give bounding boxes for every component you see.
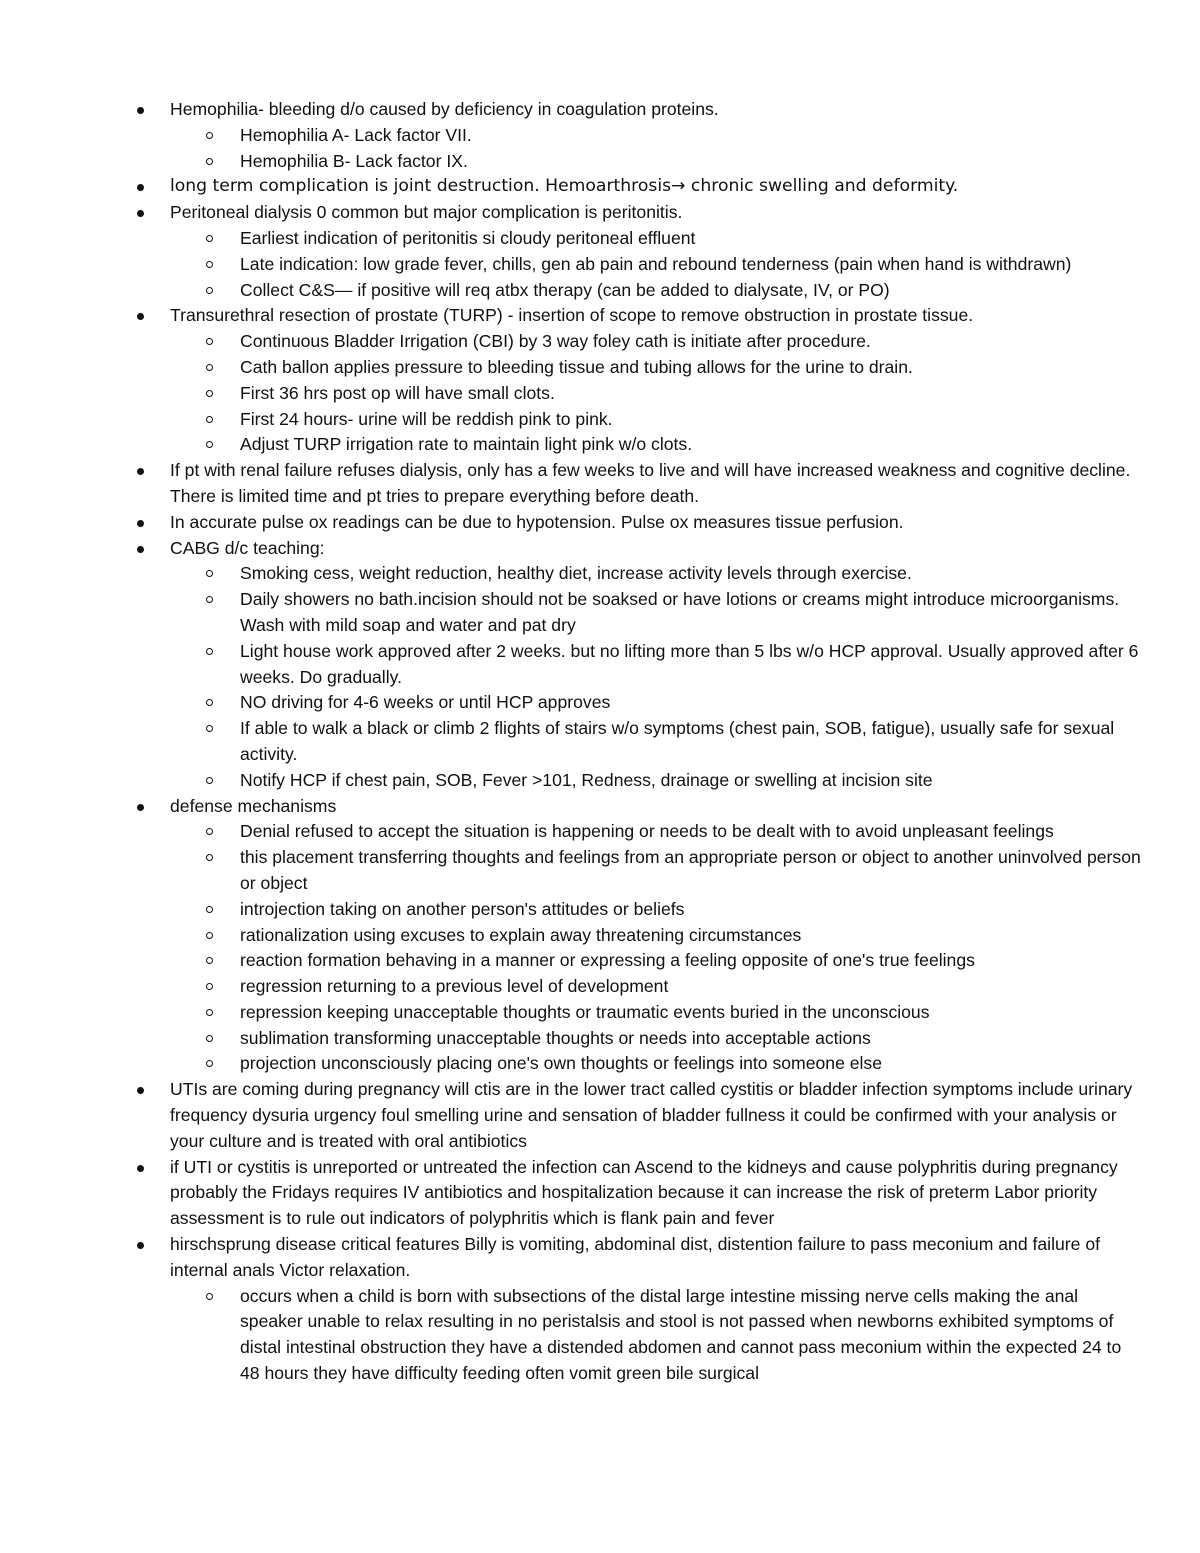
list-item-text: Smoking cess, weight reduction, healthy diet, increase activity levels through exercise. [240,563,912,584]
sub-list-item [0,1051,1200,1077]
list-item-text: Cath ballon applies pressure to bleeding tissue and tubing allows for the urine to drain. [240,356,913,377]
sub-list-item [0,329,1200,355]
sub-list-item [0,355,1200,381]
filled-bullet-icon [137,520,144,527]
sub-list-item [0,974,1200,1000]
sub-list-item [0,149,1200,175]
sub-list-item [0,1000,1200,1026]
list-item-text: if UTI or cystitis is unreported or untreated the infection can Ascend to the kidneys and cause polyphritis during pregnancy probably the Fridays requires IV antibiotics and hospitalization because it can increase the risk of preterm Labor priority assessment is to rule out indicators of polyphritis which is flank pain and fever [170,1156,1118,1229]
hollow-bullet-icon [206,132,213,139]
filled-bullet-icon [137,184,144,191]
list-item [0,1232,1200,1284]
filled-bullet-icon [137,804,144,811]
list-item [0,1077,1200,1154]
list-item-text: First 24 hours- urine will be reddish pink to pink. [240,408,613,429]
sub-list-item [0,226,1200,252]
sub-list-item [0,897,1200,923]
list-item-text: Collect C&S— if positive will req atbx therapy (can be added to dialysate, IV, or PO) [240,279,890,300]
list-item-text: In accurate pulse ox readings can be due to hypotension. Pulse ox measures tissue perfusion. [170,511,904,532]
sub-list-item [0,923,1200,949]
list-item-text: Adjust TURP irrigation rate to maintain light pink w/o clots. [240,434,693,455]
list-item-text: reaction formation behaving in a manner or expressing a feeling opposite of one's true feelings [240,950,975,971]
list-item-text: Daily showers no bath.incision should not be soaksed or have lotions or creams might introduce microorganisms. Wash with mild soap and water and pat dry [240,589,1120,635]
filled-bullet-icon [137,546,144,553]
sub-list-item [0,252,1200,278]
hollow-bullet-icon [206,596,213,603]
sub-list-item [0,381,1200,407]
filled-bullet-icon [137,1087,144,1094]
sub-list-item [0,123,1200,149]
hollow-bullet-icon [206,983,213,990]
hollow-bullet-icon [206,1035,213,1042]
list-item-text: repression keeping unacceptable thoughts or traumatic events buried in the unconscious [240,1001,930,1022]
list-item-text: Continuous Bladder Irrigation (CBI) by 3 way foley cath is initiate after procedure. [240,331,871,352]
list-item-text: regression returning to a previous level of development [240,976,669,997]
hollow-bullet-icon [206,416,213,423]
hollow-bullet-icon [206,906,213,913]
sub-list-item [0,690,1200,716]
hollow-bullet-icon [206,777,213,784]
filled-bullet-icon [137,1242,144,1249]
sub-list-item [0,432,1200,458]
sub-list-item [0,948,1200,974]
hollow-bullet-icon [206,261,213,268]
filled-bullet-icon [137,210,144,217]
hollow-bullet-icon [206,158,213,165]
hollow-bullet-icon [206,1060,213,1067]
filled-bullet-icon [137,468,144,475]
list-item-text: Hemophilia A- Lack factor VII. [240,124,472,145]
hollow-bullet-icon [206,235,213,242]
sub-list-item [0,845,1200,897]
list-item-text: rationalization using excuses to explain away threatening circumstances [240,924,802,945]
hollow-bullet-icon [206,957,213,964]
filled-bullet-icon [137,107,144,114]
list-item-text: Light house work approved after 2 weeks. but no lifting more than 5 lbs w/o HCP approval. Usually approved after 6 weeks. Do gradually. [240,640,1139,687]
hollow-bullet-icon [206,570,213,577]
hollow-bullet-icon [206,364,213,371]
list-item-text: Denial refused to accept the situation is happening or needs to be dealt with to avoid unpleasant feelings [240,821,1054,842]
list-item [0,536,1200,562]
list-item-text: Earliest indication of peritonitis si cloudy peritoneal effluent [240,227,696,248]
filled-bullet-icon [137,1165,144,1172]
list-item-text: UTIs are coming during pregnancy will ctis are in the lower tract called cystitis or bladder infection symptoms include urinary frequency dysuria urgency foul smelling urine and sensation of bladder fullness it could be confirmed with your analysis or your culture and is treated with oral antibiotics [170,1079,1133,1151]
hollow-bullet-icon [206,390,213,397]
list-item-text: If able to walk a black or climb 2 flights of stairs w/o symptoms (chest pain, SOB, fatigue), usually safe for sexual activity. [240,718,1115,764]
list-item-text: this placement transferring thoughts and feelings from an appropriate person or object to another uninvolved person or object [240,847,1141,893]
list-item [0,510,1200,536]
list-item-text: Hemophilia B- Lack factor IX. [240,150,468,171]
hollow-bullet-icon [206,725,213,732]
hollow-bullet-icon [206,828,213,835]
sub-list-item [0,1284,1200,1387]
list-item-text: defense mechanisms [170,795,337,816]
list-item-text: If pt with renal failure refuses dialysis, only has a few weeks to live and will have increased weakness and cognitive decline. There is limited time and pt tries to prepare everything before death. [170,460,1131,506]
hollow-bullet-icon [206,648,213,655]
list-item [0,458,1200,510]
list-item-text: Transurethral resection of prostate (TURP) - insertion of scope to remove obstruction in prostate tissue. [170,305,974,326]
list-item [0,1155,1200,1232]
hollow-bullet-icon [206,854,213,861]
list-item-text: Hemophilia- bleeding d/o caused by deficiency in coagulation proteins. [170,99,719,119]
hollow-bullet-icon [206,699,213,706]
sub-list-item [0,819,1200,845]
list-item [0,303,1200,329]
sub-list-item [0,768,1200,794]
list-item-text: sublimation transforming unacceptable thoughts or needs into acceptable actions [240,1027,871,1048]
list-item-text: introjection taking on another person's attitudes or beliefs [240,898,685,919]
list-item [0,97,1200,123]
sub-list-item [0,587,1200,639]
list-item [0,174,1200,200]
list-item-text: long term complication is joint destruction. Hemoarthrosis→ chronic swelling and deformity. [170,176,959,197]
filled-bullet-icon [137,313,144,320]
hollow-bullet-icon [206,1293,213,1300]
list-item [0,200,1200,226]
hollow-bullet-icon [206,441,213,448]
hollow-bullet-icon [206,338,213,345]
list-item-text: Peritoneal dialysis 0 common but major complication is peritonitis. [170,202,683,223]
hollow-bullet-icon [206,1009,213,1016]
list-item-text: occurs when a child is born with subsections of the distal large intestine missing nerve cells making the anal speaker unable to relax resulting in no peristalsis and stool is not passed when newborns exhibited symptoms of distal intestinal obstruction they have a distended abdomen and cannot pass meconium within the expected 24 to 48 hours they have difficulty feeding often vomit green bile surgical [240,1285,1122,1384]
hollow-bullet-icon [206,932,213,939]
sub-list-item [0,278,1200,304]
list-item-text: hirschsprung disease critical features Billy is vomiting, abdominal dist, distention failure to pass meconium and failure of internal anals Victor relaxation. [170,1234,1100,1280]
list-item-text: Notify HCP if chest pain, SOB, Fever >101, Redness, drainage or swelling at incision site [240,769,933,790]
list-item-text: projection unconsciously placing one's own thoughts or feelings into someone else [240,1053,883,1074]
list-item [0,794,1200,820]
sub-list-item [0,716,1200,768]
hollow-bullet-icon [206,287,213,294]
list-item-text: Late indication: low grade fever, chills, gen ab pain and rebound tenderness (pain when hand is withdrawn) [240,253,1072,274]
sub-list-item [0,639,1200,691]
list-item-text: NO driving for 4-6 weeks or until HCP approves [240,692,611,713]
list-item-text: First 36 hrs post op will have small clots. [240,382,555,403]
sub-list-item [0,407,1200,433]
sub-list-item [0,561,1200,587]
notes-list [0,97,1200,1387]
list-item-text: CABG d/c teaching: [170,537,325,558]
sub-list-item [0,1026,1200,1052]
